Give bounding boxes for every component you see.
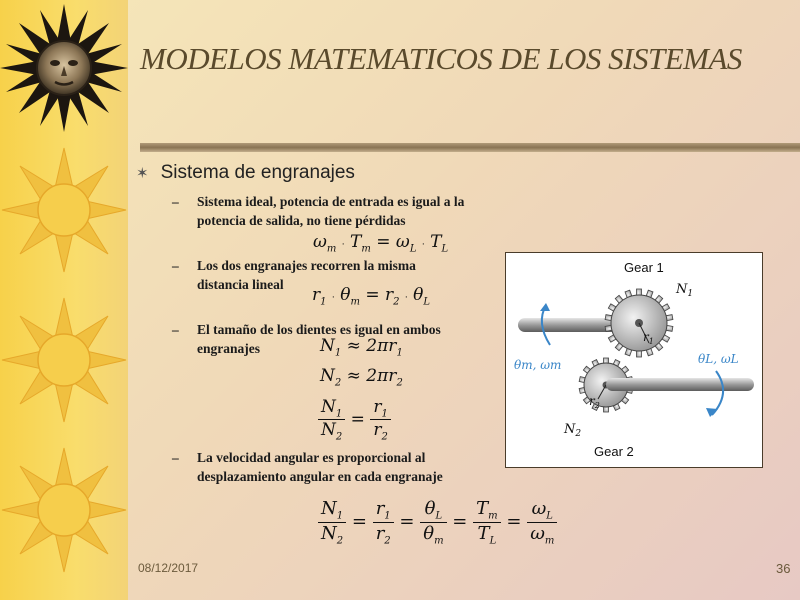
slide-date: 08/12/2017	[138, 561, 199, 575]
point-1	[172, 192, 502, 230]
dash-bullet: –	[172, 322, 179, 337]
sun-icon	[0, 290, 128, 430]
dash-bullet: –	[172, 450, 179, 465]
main-bullet	[136, 162, 355, 184]
n2-label: $N_2$	[564, 422, 582, 439]
output-rotation-arrow	[712, 371, 723, 415]
decorative-sidebar	[0, 0, 128, 600]
equation-distance: $r_1 \cdot \theta_m = r_2 \cdot \theta_L$	[312, 285, 431, 308]
point-4-text: La velocidad angular es proporcional al desplazamiento angular en cada engranaje	[197, 450, 443, 484]
equation-power: $\omega_m \cdot T_m = \omega_L \cdot T_L$	[313, 232, 449, 255]
sun-face-icon	[0, 0, 128, 140]
r1-label: $r_1$	[643, 330, 654, 346]
point-4	[172, 448, 502, 486]
point-3-text: El tamaño de los dientes es igual en ambos engranajes	[197, 322, 441, 356]
dash-bullet: –	[172, 194, 179, 209]
equation-ratio: $\frac{N_1}{N_2}$ = $\frac{r_1}{r_2}$	[318, 397, 391, 443]
slide-number: 36	[776, 561, 791, 576]
dash-bullet: –	[172, 258, 179, 273]
gear-diagram	[505, 252, 763, 468]
star-bullet-icon: ✶	[136, 165, 149, 182]
gear-diagram-svg	[506, 253, 762, 467]
gear-1	[605, 289, 673, 357]
input-variables-label: θm, ωm	[514, 358, 562, 372]
n1-label: $N_1$	[676, 282, 694, 299]
title-divider	[140, 143, 800, 152]
equation-teeth-1: $N_1 \approx 2\pi r_1$	[320, 336, 403, 359]
gear-1-label: Gear 1	[624, 260, 664, 275]
gear-2-label: Gear 2	[594, 444, 634, 459]
equation-teeth-2: $N_2 \approx 2\pi r_2$	[320, 366, 403, 389]
point-2-text: Los dos engranajes recorren la misma distancia lineal	[197, 258, 416, 292]
output-variables-label: θL, ωL	[698, 352, 739, 366]
r2-label: $r_2$	[589, 394, 600, 410]
sun-icon	[0, 140, 128, 280]
sun-icon	[0, 440, 128, 580]
output-shaft	[606, 378, 754, 391]
slide-title: MODELOS MATEMATICOS DE LOS SISTEMAS	[140, 41, 742, 76]
equation-full-ratio: $\frac{N_1}{N_2}$ = $\frac{r_1}{r_2}$ = $\frac{\theta_L}{\theta_m}$ = $\frac{T_m}{T_L}$ = $\frac{\omega_L}{\omega_m}$	[318, 498, 557, 546]
main-bullet-text: Sistema de engranajes	[160, 162, 355, 183]
point-1-text: Sistema ideal, potencia de entrada es igual a la potencia de salida, no tiene pérdidas	[197, 194, 465, 228]
